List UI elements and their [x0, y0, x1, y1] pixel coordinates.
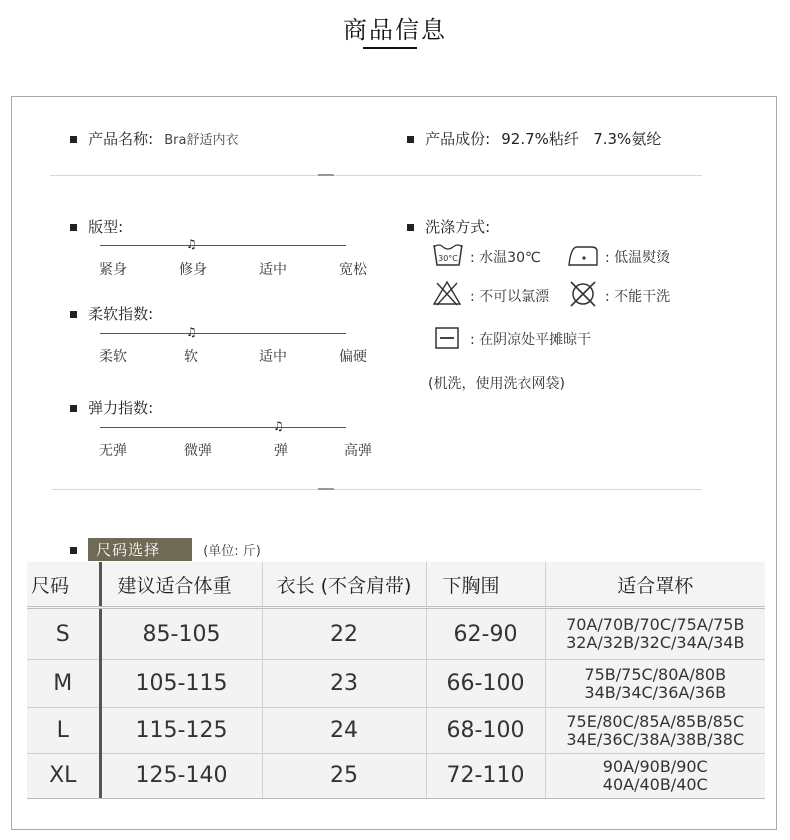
page-title: 商品信息 [343, 16, 447, 44]
underbust-cell: 68-100 [426, 708, 545, 754]
weight-cell: 85-105 [100, 608, 262, 660]
size-label: 尺码选择 [88, 538, 192, 561]
weight-cell: 125-140 [100, 754, 262, 798]
weight-cell: 115-125 [100, 708, 262, 754]
table-header-cell: 建议适合体重 [100, 562, 262, 608]
softness-label: 柔软指数: [88, 305, 154, 323]
fit-scale-label: 紧身 [99, 262, 127, 278]
cup-line: 40A/40B/40C [602, 774, 708, 794]
care-label: 洗涤方式: [425, 218, 491, 236]
table-row [27, 660, 765, 708]
product-name-row [70, 128, 238, 149]
table-header-cell: 适合罩杯 [545, 562, 765, 608]
elasticity-marker-icon: ♫ [273, 419, 284, 433]
bullet-icon [70, 547, 77, 554]
underbust-cell: 62-90 [426, 608, 545, 660]
softness-scale-line [100, 333, 346, 334]
cup-line: 90A/90B/90C [602, 756, 708, 776]
fit-label: 版型: [88, 218, 124, 236]
table-header-row [27, 562, 765, 608]
divider-mark [318, 174, 334, 176]
underbust-cell: 66-100 [426, 660, 545, 708]
fit-marker-icon: ♫ [186, 237, 197, 251]
care-note: (机洗，使用洗衣网袋) [428, 376, 565, 392]
bullet-icon [70, 224, 77, 231]
softness-scale-label: 适中 [259, 349, 287, 365]
table-row [27, 708, 765, 754]
cup-cell [545, 708, 765, 754]
length-cell: 23 [262, 660, 426, 708]
size-table [27, 562, 765, 798]
length-cell: 24 [262, 708, 426, 754]
size-cell: M [27, 660, 100, 708]
length-cell: 22 [262, 608, 426, 660]
bullet-icon [70, 136, 77, 143]
svg-text:30°C: 30°C [438, 254, 458, 263]
care-text: : 在阴凉处平摊晾干 [470, 332, 592, 348]
cup-line: 75E/80C/85A/85B/85C [566, 711, 745, 731]
care-text: : 水温30℃ [470, 250, 541, 266]
weight-cell: 105-115 [100, 660, 262, 708]
softness-marker-icon: ♫ [186, 325, 197, 339]
table-header-cell: 下胸围 [426, 562, 545, 608]
bullet-icon [407, 136, 414, 143]
size-heading [70, 538, 261, 561]
size-cell: XL [27, 754, 100, 798]
table-row [27, 608, 765, 660]
cup-cell [545, 660, 765, 708]
bullet-icon [70, 311, 77, 318]
softness-heading [70, 303, 153, 324]
composition-label: 产品成份: [425, 130, 491, 148]
no-dry-clean-icon [569, 280, 597, 308]
divider-mark [318, 488, 334, 490]
no-bleach-icon [433, 280, 461, 306]
bullet-icon [70, 405, 77, 412]
table-row [27, 754, 765, 798]
elasticity-scale-label: 高弹 [344, 443, 372, 459]
size-cell: L [27, 708, 100, 754]
product-name-label: 产品名称: [88, 130, 154, 148]
care-text: : 不能干洗 [605, 289, 671, 305]
length-cell: 25 [262, 754, 426, 798]
divider [50, 175, 702, 176]
elasticity-label: 弹力指数: [88, 399, 154, 417]
cup-cell [545, 754, 765, 798]
elasticity-scale-line [100, 427, 346, 428]
softness-scale-label: 偏硬 [339, 349, 367, 365]
divider [52, 489, 702, 490]
table-header-cell: 衣长 (不含肩带) [262, 562, 426, 608]
underbust-cell: 72-110 [426, 754, 545, 798]
cup-line: 70A/70B/70C/75A/75B [566, 615, 745, 634]
cup-cell [545, 608, 765, 660]
fit-scale-label: 宽松 [339, 262, 367, 278]
cup-line: 75B/75C/80A/80B [584, 664, 727, 684]
cup-line: 34B/34C/36A/36B [584, 682, 727, 702]
elasticity-scale-label: 微弹 [184, 443, 212, 459]
size-unit: (单位: 斤) [203, 544, 261, 559]
fit-scale-label: 适中 [259, 262, 287, 278]
dry-flat-shade-icon [435, 327, 459, 349]
product-name-value: Bra舒适内衣 [164, 133, 239, 148]
elasticity-scale-label: 弹 [274, 443, 288, 459]
elasticity-heading [70, 397, 153, 418]
bullet-icon [407, 224, 414, 231]
care-text: : 不可以氯漂 [470, 289, 550, 305]
table-bottom-border [27, 798, 765, 799]
composition-row [407, 128, 661, 149]
composition-value: 92.7%粘纤 7.3%氨纶 [501, 130, 662, 148]
iron-low-icon [567, 245, 599, 267]
softness-scale-label: 软 [184, 349, 198, 365]
care-heading [407, 216, 490, 237]
cup-line: 34E/36C/38A/38B/38C [566, 729, 745, 749]
care-text: : 低温熨烫 [605, 250, 671, 266]
cup-line: 32A/32B/32C/34A/34B [566, 633, 745, 652]
size-cell: S [27, 608, 100, 660]
softness-scale-label: 柔软 [99, 349, 127, 365]
fit-heading [70, 216, 123, 237]
elasticity-scale-label: 无弹 [99, 443, 127, 459]
title-underline [363, 47, 417, 49]
fit-scale-label: 修身 [179, 262, 207, 278]
wash-30-icon [433, 241, 463, 267]
table-header-cell: 尺码 [27, 562, 100, 608]
fit-scale-line [100, 245, 346, 246]
